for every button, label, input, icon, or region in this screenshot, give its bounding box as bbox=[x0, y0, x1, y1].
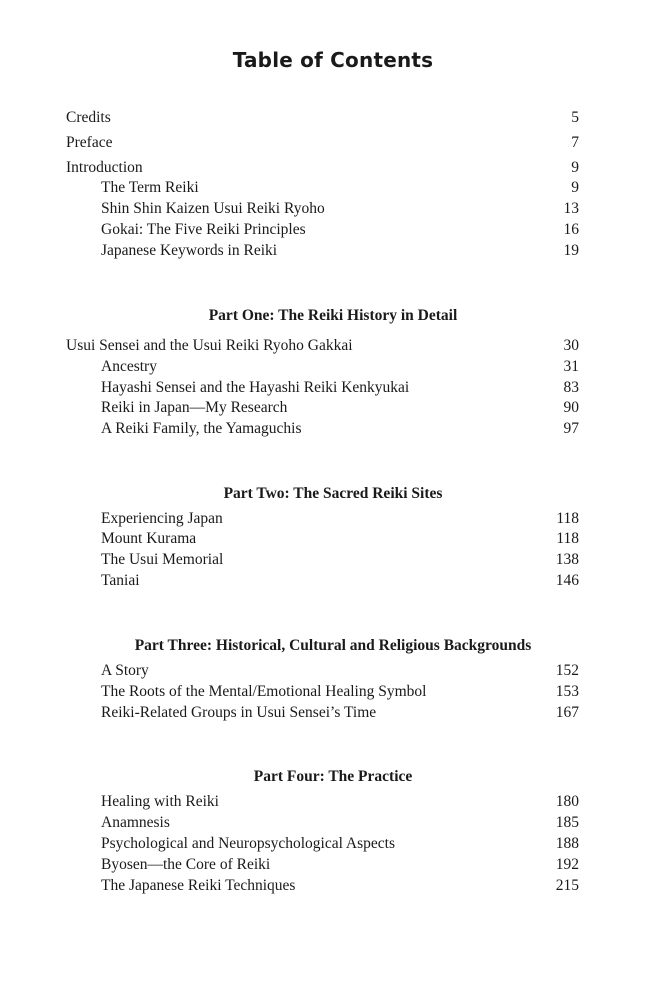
toc-entry-page: 215 bbox=[555, 877, 579, 894]
toc-entry-page: 7 bbox=[571, 134, 579, 151]
toc-entry-page: 16 bbox=[563, 221, 579, 238]
toc-entry-label: Byosen—the Core of Reiki bbox=[101, 856, 271, 873]
toc-entry-preface[interactable] bbox=[66, 132, 579, 153]
toc-entry-label: Reiki in Japan—My Research bbox=[101, 399, 288, 416]
toc-entry-page: 5 bbox=[571, 109, 579, 126]
toc-entry-label: Ancestry bbox=[101, 358, 157, 375]
page-title: Table of Contents bbox=[232, 48, 434, 72]
toc-entry-shin-shin-kaizen[interactable] bbox=[101, 198, 579, 219]
toc-entry-label: A Story bbox=[101, 662, 149, 679]
toc-entry-page: 167 bbox=[555, 704, 579, 721]
toc-entry-label: Usui Sensei and the Usui Reiki Ryoho Gakkai bbox=[66, 337, 353, 354]
toc-entry-label: The Term Reiki bbox=[101, 179, 199, 196]
toc-entry-page: 118 bbox=[556, 530, 579, 547]
toc-entry-term-reiki[interactable] bbox=[101, 177, 579, 198]
toc-entry-label: Mount Kurama bbox=[101, 530, 197, 547]
toc-entry-credits[interactable] bbox=[66, 107, 579, 128]
toc-entry[interactable] bbox=[101, 812, 579, 833]
toc-entry-label: Gokai: The Five Reiki Principles bbox=[101, 221, 306, 238]
part-four-heading: Part Four: The Practice bbox=[253, 768, 413, 785]
toc-entry-label: Introduction bbox=[66, 159, 143, 176]
toc-entry-label: Shin Shin Kaizen Usui Reiki Ryoho bbox=[101, 200, 325, 217]
toc-entry-label: Taniai bbox=[101, 572, 140, 589]
toc-entry-page: 97 bbox=[563, 420, 579, 437]
toc-entry-page: 83 bbox=[563, 379, 579, 396]
toc-entry-page: 152 bbox=[555, 662, 579, 679]
toc-entry[interactable] bbox=[101, 791, 579, 812]
toc-entry-label: Japanese Keywords in Reiki bbox=[101, 242, 278, 259]
toc-entry-page: 19 bbox=[563, 242, 579, 259]
part-two-heading: Part Two: The Sacred Reiki Sites bbox=[223, 485, 443, 502]
toc-entry-page: 180 bbox=[555, 793, 579, 810]
toc-entry[interactable] bbox=[101, 397, 579, 418]
toc-entry-japanese-keywords[interactable] bbox=[101, 240, 579, 261]
toc-entry-label: The Japanese Reiki Techniques bbox=[101, 877, 296, 894]
toc-entry-label: Experiencing Japan bbox=[101, 510, 223, 527]
toc-entry-label: A Reiki Family, the Yamaguchis bbox=[101, 420, 302, 437]
toc-entry-page: 13 bbox=[563, 200, 579, 217]
toc-entry[interactable] bbox=[101, 356, 579, 377]
toc-entry[interactable] bbox=[101, 528, 579, 549]
toc-entry-page: 9 bbox=[571, 179, 579, 196]
toc-entry[interactable] bbox=[101, 833, 579, 854]
toc-entry-page: 192 bbox=[555, 856, 579, 873]
toc-entry-label: Hayashi Sensei and the Hayashi Reiki Kenkyukai bbox=[101, 379, 410, 396]
toc-entry-label: The Usui Memorial bbox=[101, 551, 224, 568]
toc-entry-introduction[interactable] bbox=[66, 157, 579, 178]
toc-entry-gokai[interactable] bbox=[101, 219, 579, 240]
toc-entry-page: 138 bbox=[555, 551, 579, 568]
toc-entry-label: Preface bbox=[66, 134, 113, 151]
part-three-heading: Part Three: Historical, Cultural and Religious Backgrounds bbox=[134, 637, 532, 654]
toc-entry[interactable] bbox=[101, 875, 579, 896]
toc-entry-page: 188 bbox=[555, 835, 579, 852]
toc-entry-label: Reiki-Related Groups in Usui Sensei’s Time bbox=[101, 704, 377, 721]
toc-entry[interactable] bbox=[101, 702, 579, 723]
toc-entry-label: The Roots of the Mental/Emotional Healing Symbol bbox=[101, 683, 427, 700]
part-one-heading: Part One: The Reiki History in Detail bbox=[208, 307, 458, 324]
toc-entry-label: Credits bbox=[66, 109, 111, 126]
toc-entry-page: 146 bbox=[555, 572, 579, 589]
toc-entry[interactable] bbox=[101, 418, 579, 439]
toc-entry-page: 90 bbox=[563, 399, 579, 416]
toc-entry-label: Healing with Reiki bbox=[101, 793, 219, 810]
toc-entry-page: 118 bbox=[556, 510, 579, 527]
toc-entry[interactable] bbox=[101, 570, 579, 591]
toc-entry-page: 30 bbox=[563, 337, 579, 354]
toc-entry-label: Psychological and Neuropsychological Aspects bbox=[101, 835, 396, 852]
toc-entry[interactable] bbox=[101, 377, 579, 398]
toc-entry-page: 31 bbox=[563, 358, 579, 375]
toc-entry-page: 153 bbox=[555, 683, 579, 700]
toc-entry[interactable] bbox=[101, 660, 579, 681]
toc-entry[interactable] bbox=[101, 508, 579, 529]
toc-entry-page: 9 bbox=[571, 159, 579, 176]
toc-entry-label: Anamnesis bbox=[101, 814, 170, 831]
toc-entry-page: 185 bbox=[555, 814, 579, 831]
toc-entry[interactable] bbox=[101, 681, 579, 702]
toc-entry[interactable] bbox=[101, 549, 579, 570]
toc-entry[interactable] bbox=[101, 854, 579, 875]
toc-entry[interactable] bbox=[66, 335, 579, 356]
